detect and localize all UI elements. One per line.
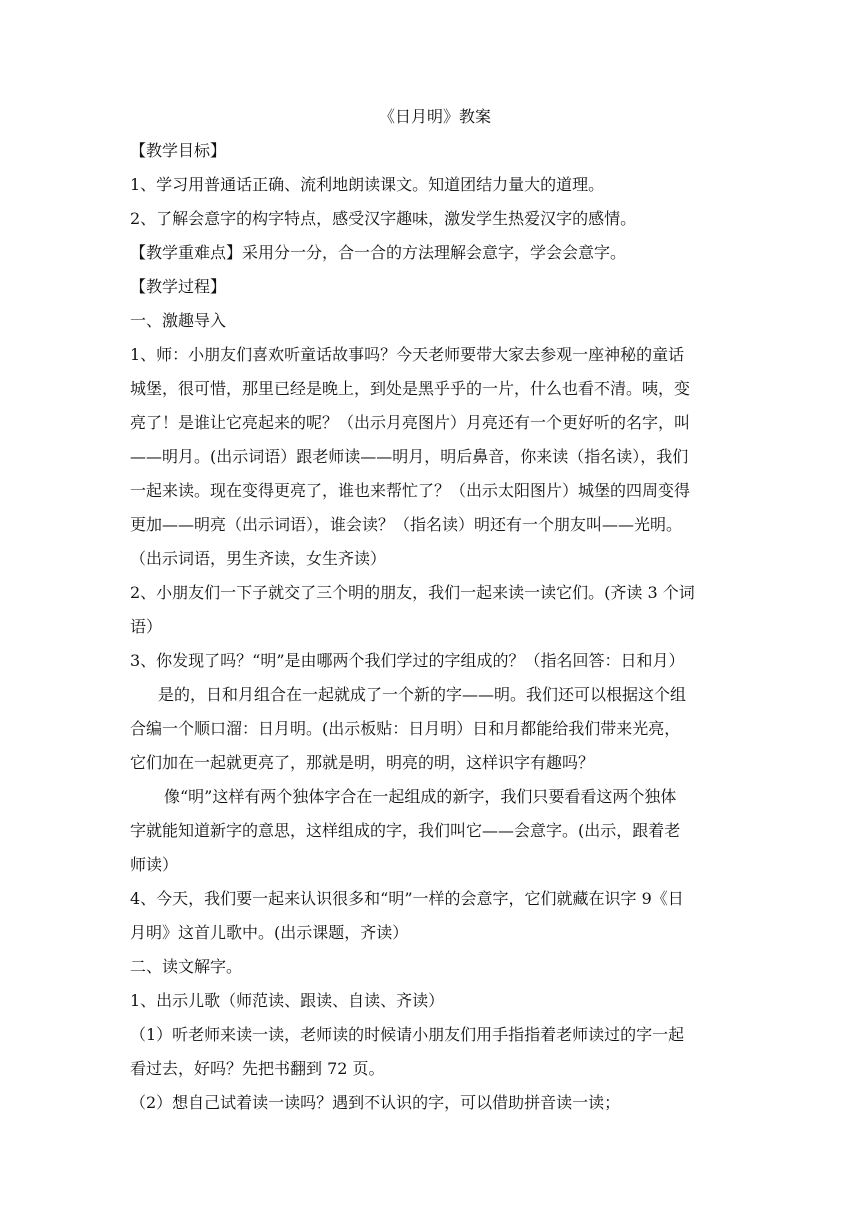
- paragraph-line: 像“明”这样有两个独体字合在一起组成的新字，我们只要看看这两个独体: [164, 787, 677, 806]
- paragraph-line: 一起来读。现在变得更亮了，谁也来帮忙了？（出示太阳图片）城堡的四周变得: [130, 481, 691, 500]
- section-heading-objectives: 【教学目标】: [130, 141, 227, 160]
- paragraph-line: 字就能知道新字的意思，这样组成的字，我们叫它——会意字。(出示，跟着老: [130, 821, 681, 840]
- paragraph-line: 亮了！是谁让它亮起来的呢？（出示月亮图片）月亮还有一个更好听的名字，叫: [130, 413, 691, 432]
- paragraph-line: 语）: [130, 617, 163, 636]
- document-body: [130, 100, 740, 1120]
- paragraph-line: ——明月。(出示词语）跟老师读——明月，明后鼻音，你来读（指名读），我们: [130, 447, 689, 466]
- paragraph-line: 4、今天，我们要一起来认识很多和“明”一样的会意字，它们就藏在识字 9《日: [130, 889, 684, 908]
- paragraph-line: 2、小朋友们一下子就交了三个明的朋友，我们一起来读一读它们。(齐读 3 个词: [130, 583, 695, 602]
- section-heading-process: 【教学过程】: [130, 277, 227, 296]
- paragraph-line: 1、师：小朋友们喜欢听童话故事吗？今天老师要带大家去参观一座神秘的童话: [130, 345, 685, 364]
- document-title: 《日月明》教案: [378, 107, 491, 126]
- section-heading-key-points: 【教学重难点】采用分一分，合一合的方法理解会意字，学会会意字。: [130, 243, 627, 262]
- paragraph-line: 城堡，很可惜，那里已经是晚上，到处是黑乎乎的一片，什么也看不清。咦，变: [130, 379, 691, 398]
- paragraph-line: 1、出示儿歌（师范读、跟读、自读、齐读）: [130, 991, 445, 1010]
- paragraph-line: （出示词语，男生齐读，女生齐读）: [130, 549, 387, 568]
- paragraph-line: 是的，日和月组合在一起就成了一个新的字——明。我们还可以根据这个组: [158, 685, 687, 704]
- paragraph-line: 3、你发现了吗？“明”是由哪两个我们学过的字组成的？（指名回答：日和月）: [130, 651, 685, 670]
- paragraph-line: 1、学习用普通话正确、流利地朗读课文。知道团结力量大的道理。: [130, 175, 605, 194]
- paragraph-line: 师读）: [130, 855, 179, 874]
- paragraph-line: 2、了解会意字的构字特点，感受汉字趣味，激发学生热爱汉字的感情。: [130, 209, 637, 228]
- paragraph-line: 合编一个顺口溜：日月明。(出示板贴：日月明）日和月都能给我们带来光亮，: [130, 719, 681, 738]
- paragraph-line: 月明》这首儿歌中。(出示课题，齐读）: [130, 923, 409, 942]
- paragraph-line: 更加——明亮（出示词语），谁会读？（指名读）明还有一个朋友叫——光明。: [130, 515, 683, 534]
- paragraph-line: 它们加在一起就更亮了，那就是明，明亮的明，这样识字有趣吗？: [130, 753, 595, 772]
- subsection-heading: 二、读文解字。: [130, 957, 243, 976]
- paragraph-line: （1）听老师来读一读，老师读的时候请小朋友们用手指指着老师读过的字一起: [130, 1025, 685, 1044]
- subsection-heading: 一、激趣导入: [130, 311, 227, 330]
- paragraph-line: 看过去，好吗？先把书翻到 72 页。: [130, 1059, 385, 1078]
- paragraph-line: （2）想自己试着读一读吗？遇到不认识的字，可以借助拼音读一读；: [130, 1093, 621, 1112]
